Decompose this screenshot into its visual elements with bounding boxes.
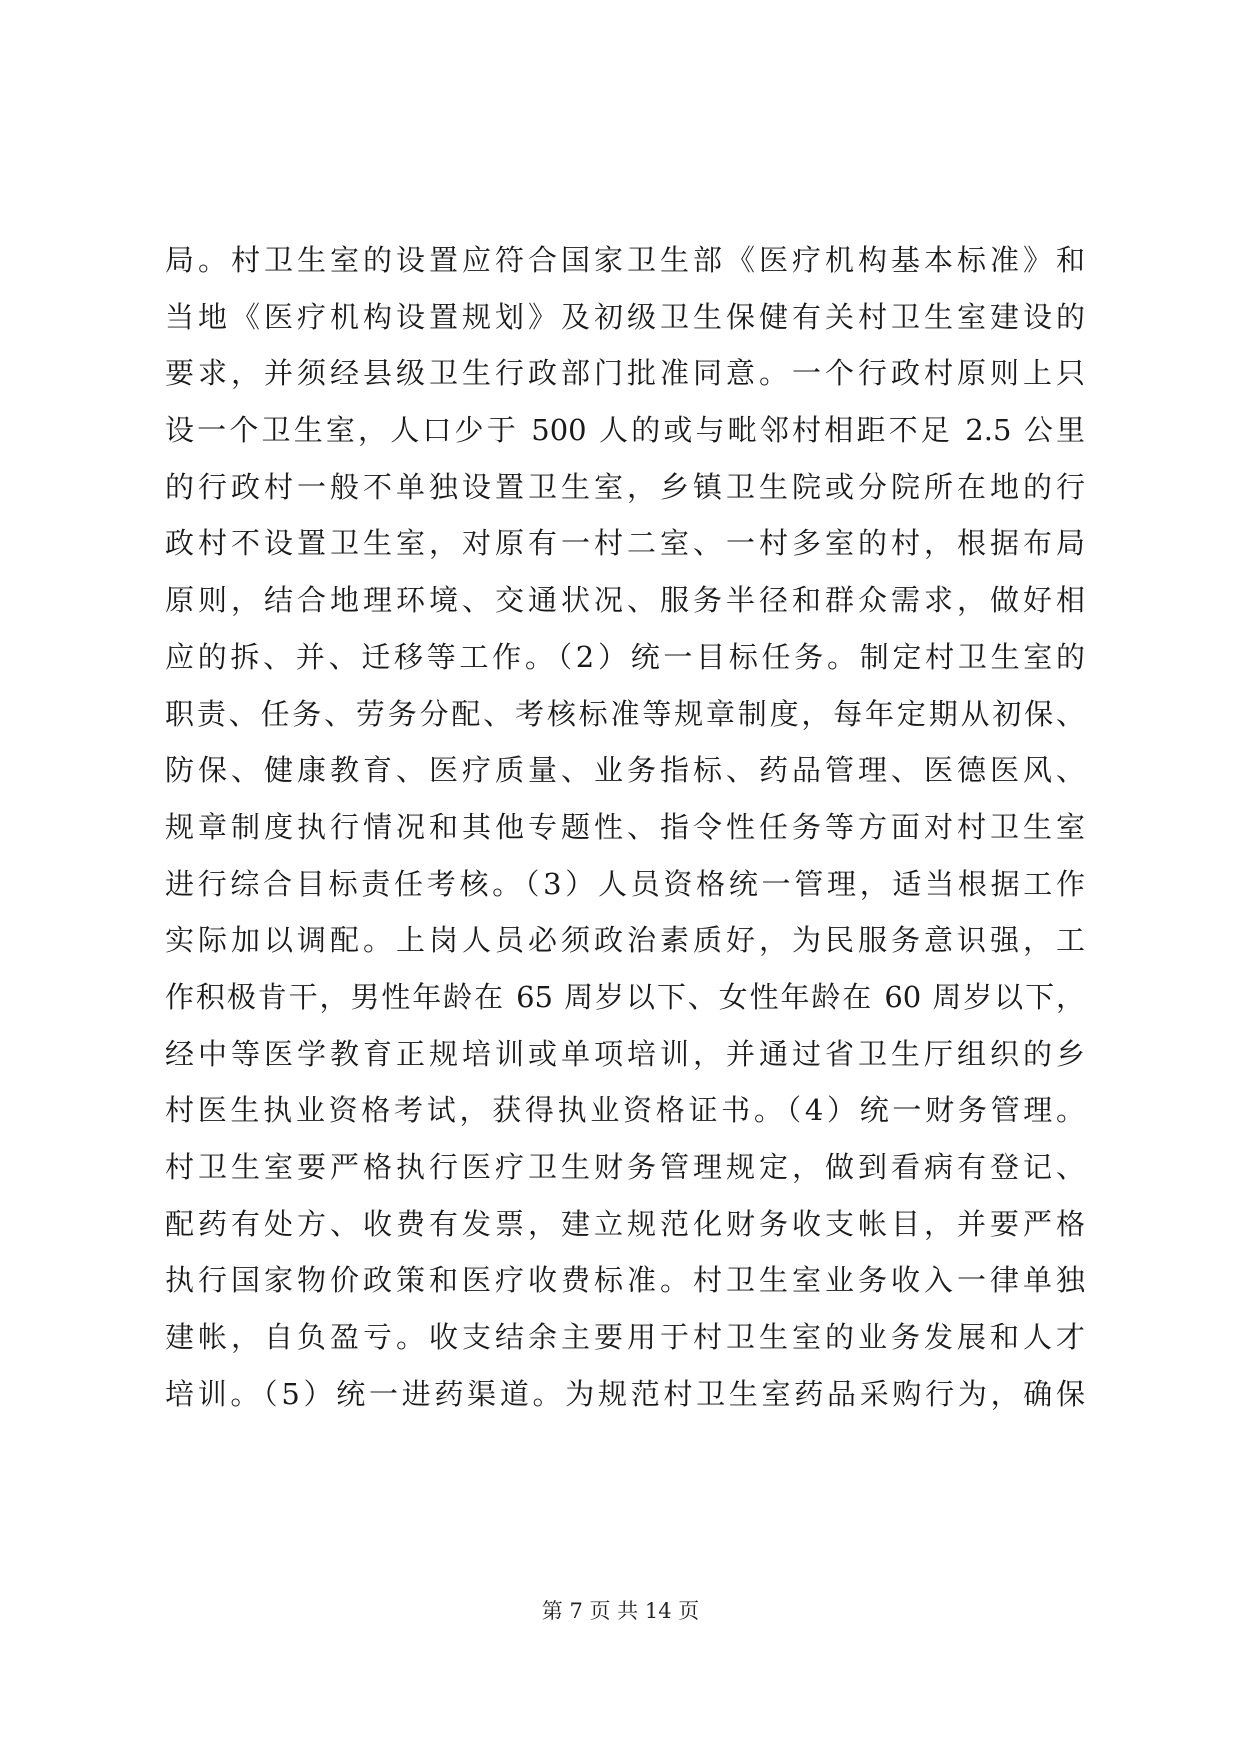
text-line: 规章制度执行情况和其他专题性、指令性任务等方面对村卫生室 [165, 809, 1085, 844]
text-line: 经中等医学教育正规培训或单项培训，并通过省卫生厅组织的乡 [165, 1036, 1085, 1071]
text-line: 职责、任务、劳务分配、考核标准等规章制度，每年定期从初保、 [165, 696, 1085, 731]
text-line: 防保、健康教育、医疗质量、业务指标、药品管理、医德医风、 [165, 753, 1085, 788]
text-line: 政村不设置卫生室，对原有一村二室、一村多室的村，根据布局 [165, 526, 1085, 561]
text-line: 配药有处方、收费有发票，建立规范化财务收支帐目，并要严格 [165, 1206, 1085, 1241]
text-line: 执行国家物价政策和医疗收费标准。村卫生室业务收入一律单独 [165, 1263, 1085, 1298]
text-line: 要求，并须经县级卫生行政部门批准同意。一个行政村原则上只 [165, 356, 1085, 391]
text-line: 进行综合目标责任考核。（3）人员资格统一管理，适当根据工作 [165, 866, 1085, 901]
text-line: 设一个卫生室，人口少于 500 人的或与毗邻村相距不足 2.5 公里 [165, 413, 1085, 448]
text-line: 的行政村一般不单独设置卫生室，乡镇卫生院或分院所在地的行 [165, 469, 1085, 504]
text-line: 当地《医疗机构设置规划》及初级卫生保健有关村卫生室建设的 [165, 299, 1085, 334]
text-line: 实际加以调配。上岗人员必须政治素质好，为民服务意识强，工 [165, 923, 1085, 958]
text-line: 村医生执业资格考试，获得执业资格证书。（4）统一财务管理。 [165, 1093, 1085, 1128]
text-line: 作积极肯干，男性年龄在 65 周岁以下、女性年龄在 60 周岁以下， [165, 979, 1085, 1014]
text-line: 建帐，自负盈亏。收支结余主要用于村卫生室的业务发展和人才 [165, 1320, 1085, 1355]
text-line: 原则，结合地理环境、交通状况、服务半径和群众需求，做好相 [165, 583, 1085, 618]
body-text [165, 232, 1085, 1422]
text-line: 培训。（5）统一进药渠道。为规范村卫生室药品采购行为，确保 [165, 1376, 1085, 1411]
text-line: 应的拆、并、迁移等工作。（2）统一目标任务。制定村卫生室的 [165, 639, 1085, 674]
text-line: 村卫生室要严格执行医疗卫生财务管理规定，做到看病有登记、 [165, 1150, 1085, 1184]
text-line: 局。村卫生室的设置应符合国家卫生部《医疗机构基本标准》和 [165, 243, 1085, 277]
page-number-footer: 第 7 页 共 14 页 [541, 1599, 700, 1623]
